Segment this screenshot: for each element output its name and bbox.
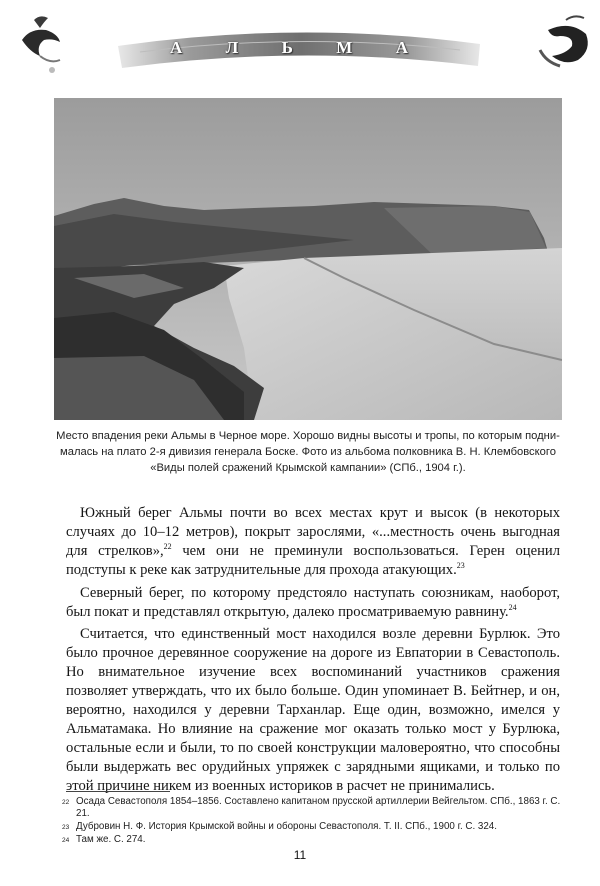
main-text bbox=[66, 504, 560, 796]
title-letter: А bbox=[170, 38, 185, 57]
footnote-ref[interactable]: 23 bbox=[456, 560, 465, 570]
caption-line: «Виды полей сражений Крымской кампании» (СПб., 1904 г.). bbox=[150, 462, 466, 474]
chapter-title bbox=[170, 36, 410, 60]
footnote-divider bbox=[66, 791, 170, 792]
page-number: 11 bbox=[293, 848, 307, 862]
chapter-header bbox=[0, 0, 600, 80]
footnote bbox=[62, 796, 562, 821]
footnote bbox=[62, 821, 562, 834]
paragraph-text: Северный берег, по которому предстояло наступать союзникам, наоборот, был покат и представлял открытую, далеко просматриваемую равнину. bbox=[66, 584, 560, 620]
title-letter: М bbox=[336, 38, 355, 57]
footnotes bbox=[62, 796, 562, 848]
paragraph bbox=[66, 584, 560, 622]
title-letter: Ь bbox=[281, 38, 295, 57]
brush-swirl-icon bbox=[22, 16, 60, 73]
paragraph-text: чем они не преминули воспользоваться. Герен оценил подступы к реке как затруднительные для прохода атакующих. bbox=[66, 542, 560, 578]
paragraph-text: Южный берег Альмы почти во всех местах крут и высок (в некоторых случаях до 10–12 метров), покрыт зарослями, «...местность очень выгодная для стрелков», bbox=[66, 505, 560, 559]
caption-line: Место впадения реки Альмы в Черное море. Хорошо видны высоты и тропы, по которым подни- bbox=[56, 430, 560, 442]
brush-swirl-icon bbox=[540, 16, 588, 66]
caption-line: малась на плато 2-я дивизия генерала Боске. Фото из альбома полковника В. Н. Клембовского bbox=[60, 446, 556, 458]
footnote-text: Осада Севастополя 1854–1856. Составлено капитаном прусской артиллерии Вейгельтом. СПб., 1863 г. С. 21. bbox=[76, 796, 561, 820]
footnote bbox=[62, 834, 562, 847]
footnote-ref[interactable]: 22 bbox=[163, 541, 172, 551]
title-letter: А bbox=[395, 38, 410, 57]
footnote-number: 22 bbox=[62, 799, 70, 806]
paragraph bbox=[66, 504, 560, 580]
paragraph bbox=[66, 625, 560, 795]
footnote-number: 23 bbox=[62, 823, 70, 831]
photo-caption bbox=[56, 428, 560, 476]
title-letter: Л bbox=[225, 38, 241, 57]
footnote-ref[interactable]: 24 bbox=[508, 602, 517, 612]
landscape-photo bbox=[54, 98, 562, 420]
paragraph-text: Считается, что единственный мост находился возле деревни Бурлюк. Это было прочное деревянное сооружение на дороге из Евпатории в Севастополь. Но внимательное изучение всех воспоминаний участников сражения позволяет утверждать, что их было больше. Один упоминает В. Бейтнер, и он, вероятно, находился у деревни Тарханлар. Еще один, возможно, имелся у Альматамака. Но влияние на сражение мог оказать только мост у Бурлюка, остальные если и были, то по своей конструкции маловероятно, что способны были выдержать вес орудийных упряжек с зарядными ящиками, и только по этой причине никем из военных историков в расчет не принимались. bbox=[66, 626, 560, 794]
footnote-text: Там же. С. 274. bbox=[76, 834, 146, 846]
landscape-photo-icon bbox=[54, 98, 562, 420]
footnote-number: 24 bbox=[62, 837, 70, 845]
footnote-text: Дубровин Н. Ф. История Крымской войны и обороны Севастополя. Т. II. СПб., 1900 г. С. 324. bbox=[76, 820, 497, 832]
